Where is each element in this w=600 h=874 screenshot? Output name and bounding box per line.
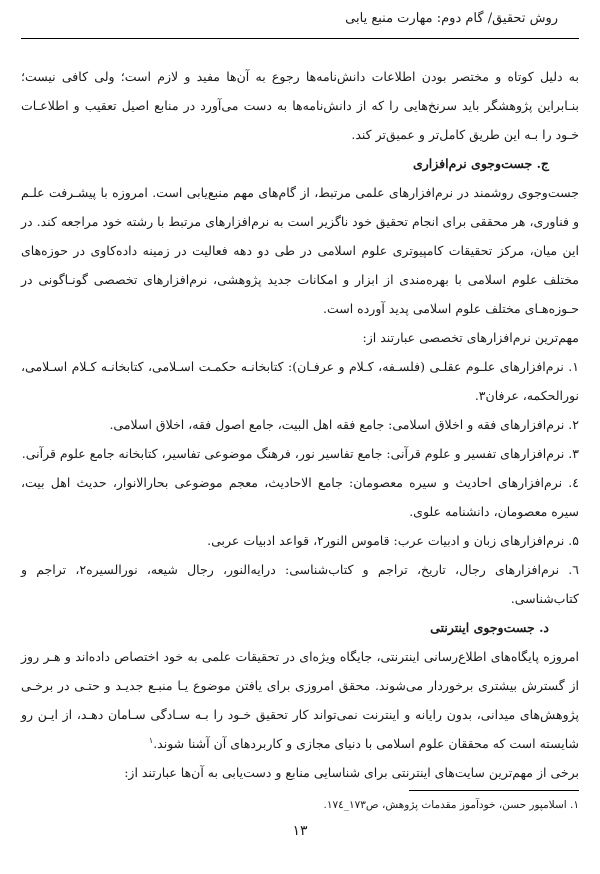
section-d-heading: د. جست‌وجوی اینترنتی	[430, 620, 549, 635]
running-header: روش تحقیق/ گام دوم: مهارت منبع یابی	[345, 11, 558, 26]
footnote: ۱. اسلامپور حسن، خودآموز مقدمات پژوهش، ص۱۷۳_۱۷٤.	[323, 799, 579, 811]
header-rule	[21, 38, 579, 39]
footnote-rule	[409, 790, 579, 791]
software-list-item: ۳. نرم‌افزارهای تفسیر و علوم قرآنی: جامع تفاسیر نور، فرهنگ موضوعی تفاسیر، کتابخانه جامع علوم قرآنی.	[21, 446, 579, 461]
software-list-item: ٤. نرم‌افزارهای احادیث و سیره معصومان: جامع الاحادیث، معجم موضوعی بحارالانوار، حدیث اهل بیت، سیره معصومان، دانشنامه علوی.	[21, 475, 579, 519]
software-list-item: ۲. نرم‌افزارهای فقه و اخلاق اسلامی: جامع فقه اهل البیت، جامع اصول فقه، اخلاق اسلامی.	[109, 417, 579, 432]
software-list-intro: مهم‌ترین نرم‌افزارهای تخصصی عبارتند از:	[362, 330, 579, 345]
section-c-heading: ج. جست‌وجوی نرم‌افزاری	[412, 156, 549, 171]
section-d-paragraph-text: امروزه پایگاه‌های اطلاع‌رسانی اینترنتی، جایگاه ویژه‌ای در تحقیقات علمی به خود اختصاص داده‌اند و هـر روز از گسترش بیشتری برخوردار می‌شوند. محقق امروزی برای یافتن موضوع یـا منبـع جدیـد و حتـی در برخـی پژوهش‌های میدانی، بدون رایانه و اینترنت نمی‌تواند کار تحقیق خـود را بـه سـادگی سـامان دهـد، از ایـن رو شایسته است که محققان علوم اسلامی با دنیای مجازی و کاربردهای آن آشنا شوند.	[21, 649, 579, 751]
body-text	[21, 62, 579, 787]
section-c-paragraph: جست‌وجوی روشمند در نرم‌افزارهای علمی مرتبط، از گام‌های مهم منبع‌یابی است. امروزه با پیشـرفت علـم و فناوری، هر محققی برای انجام تحقیق خود ناگزیر است به نرم‌افزارهای مرتبط با رشته خود مراجعه کند. در این میان، مرکز تحقیقات کامپیوتری علوم اسلامی در طی دو دهه فعالیت در زمینه داده‌کاوی در حوزه‌های مختلف علوم اسلامی با بهره‌مندی از ابزار و امکانات جدید پژوهشی، نرم‌افزارهای تخصصی گونـاگونی در حـوزه‌هـای مختلف علوم اسلامی پدید آورده است.	[21, 185, 579, 316]
software-list-item: ۵. نرم‌افزارهای زبان و ادبیات عرب: قاموس النور۲، قواعد ادبیات عربی.	[207, 533, 579, 548]
page-number: ۱۳	[292, 823, 308, 839]
software-list-item: ٦. نرم‌افزارهای رجال، تاریخ، تراجم و کتاب‌شناسی: درایه‌النور، رجال شیعه، نورالسیره۲، تراجم و کتاب‌شناسی.	[21, 562, 579, 606]
software-list-item: ۱. نرم‌افزارهای علـوم عقلـی (فلسـفه، کـلام و عرفـان): کتابخانـه حکمـت اسـلامی، کتابخانـه کـلام اسـلامی، نورالحکمه، عرفان۳.	[21, 359, 579, 403]
intro-paragraph: به دلیل کوتاه و مختصر بودن اطلاعات دانش‌نامه‌ها رجوع به آن‌ها مفید و لازم است؛ ولی کافی نیست؛ بنـابراین پژوهشگر باید سرنخ‌هایی را که از دانش‌نامه‌ها به دست می‌آورد در منابع اصیل تعقیب و اطلاعـات خـود را بـه این طریق کامل‌تر و عمیق‌تر کند.	[21, 69, 579, 142]
footnote-reference[interactable]: ۱	[148, 735, 154, 745]
section-d-paragraph	[21, 642, 579, 758]
closing-line: برخی از مهم‌ترین سایت‌های اینترنتی برای شناسایی منابع و دست‌یابی به آن‌ها عبارتند از:	[124, 765, 579, 780]
